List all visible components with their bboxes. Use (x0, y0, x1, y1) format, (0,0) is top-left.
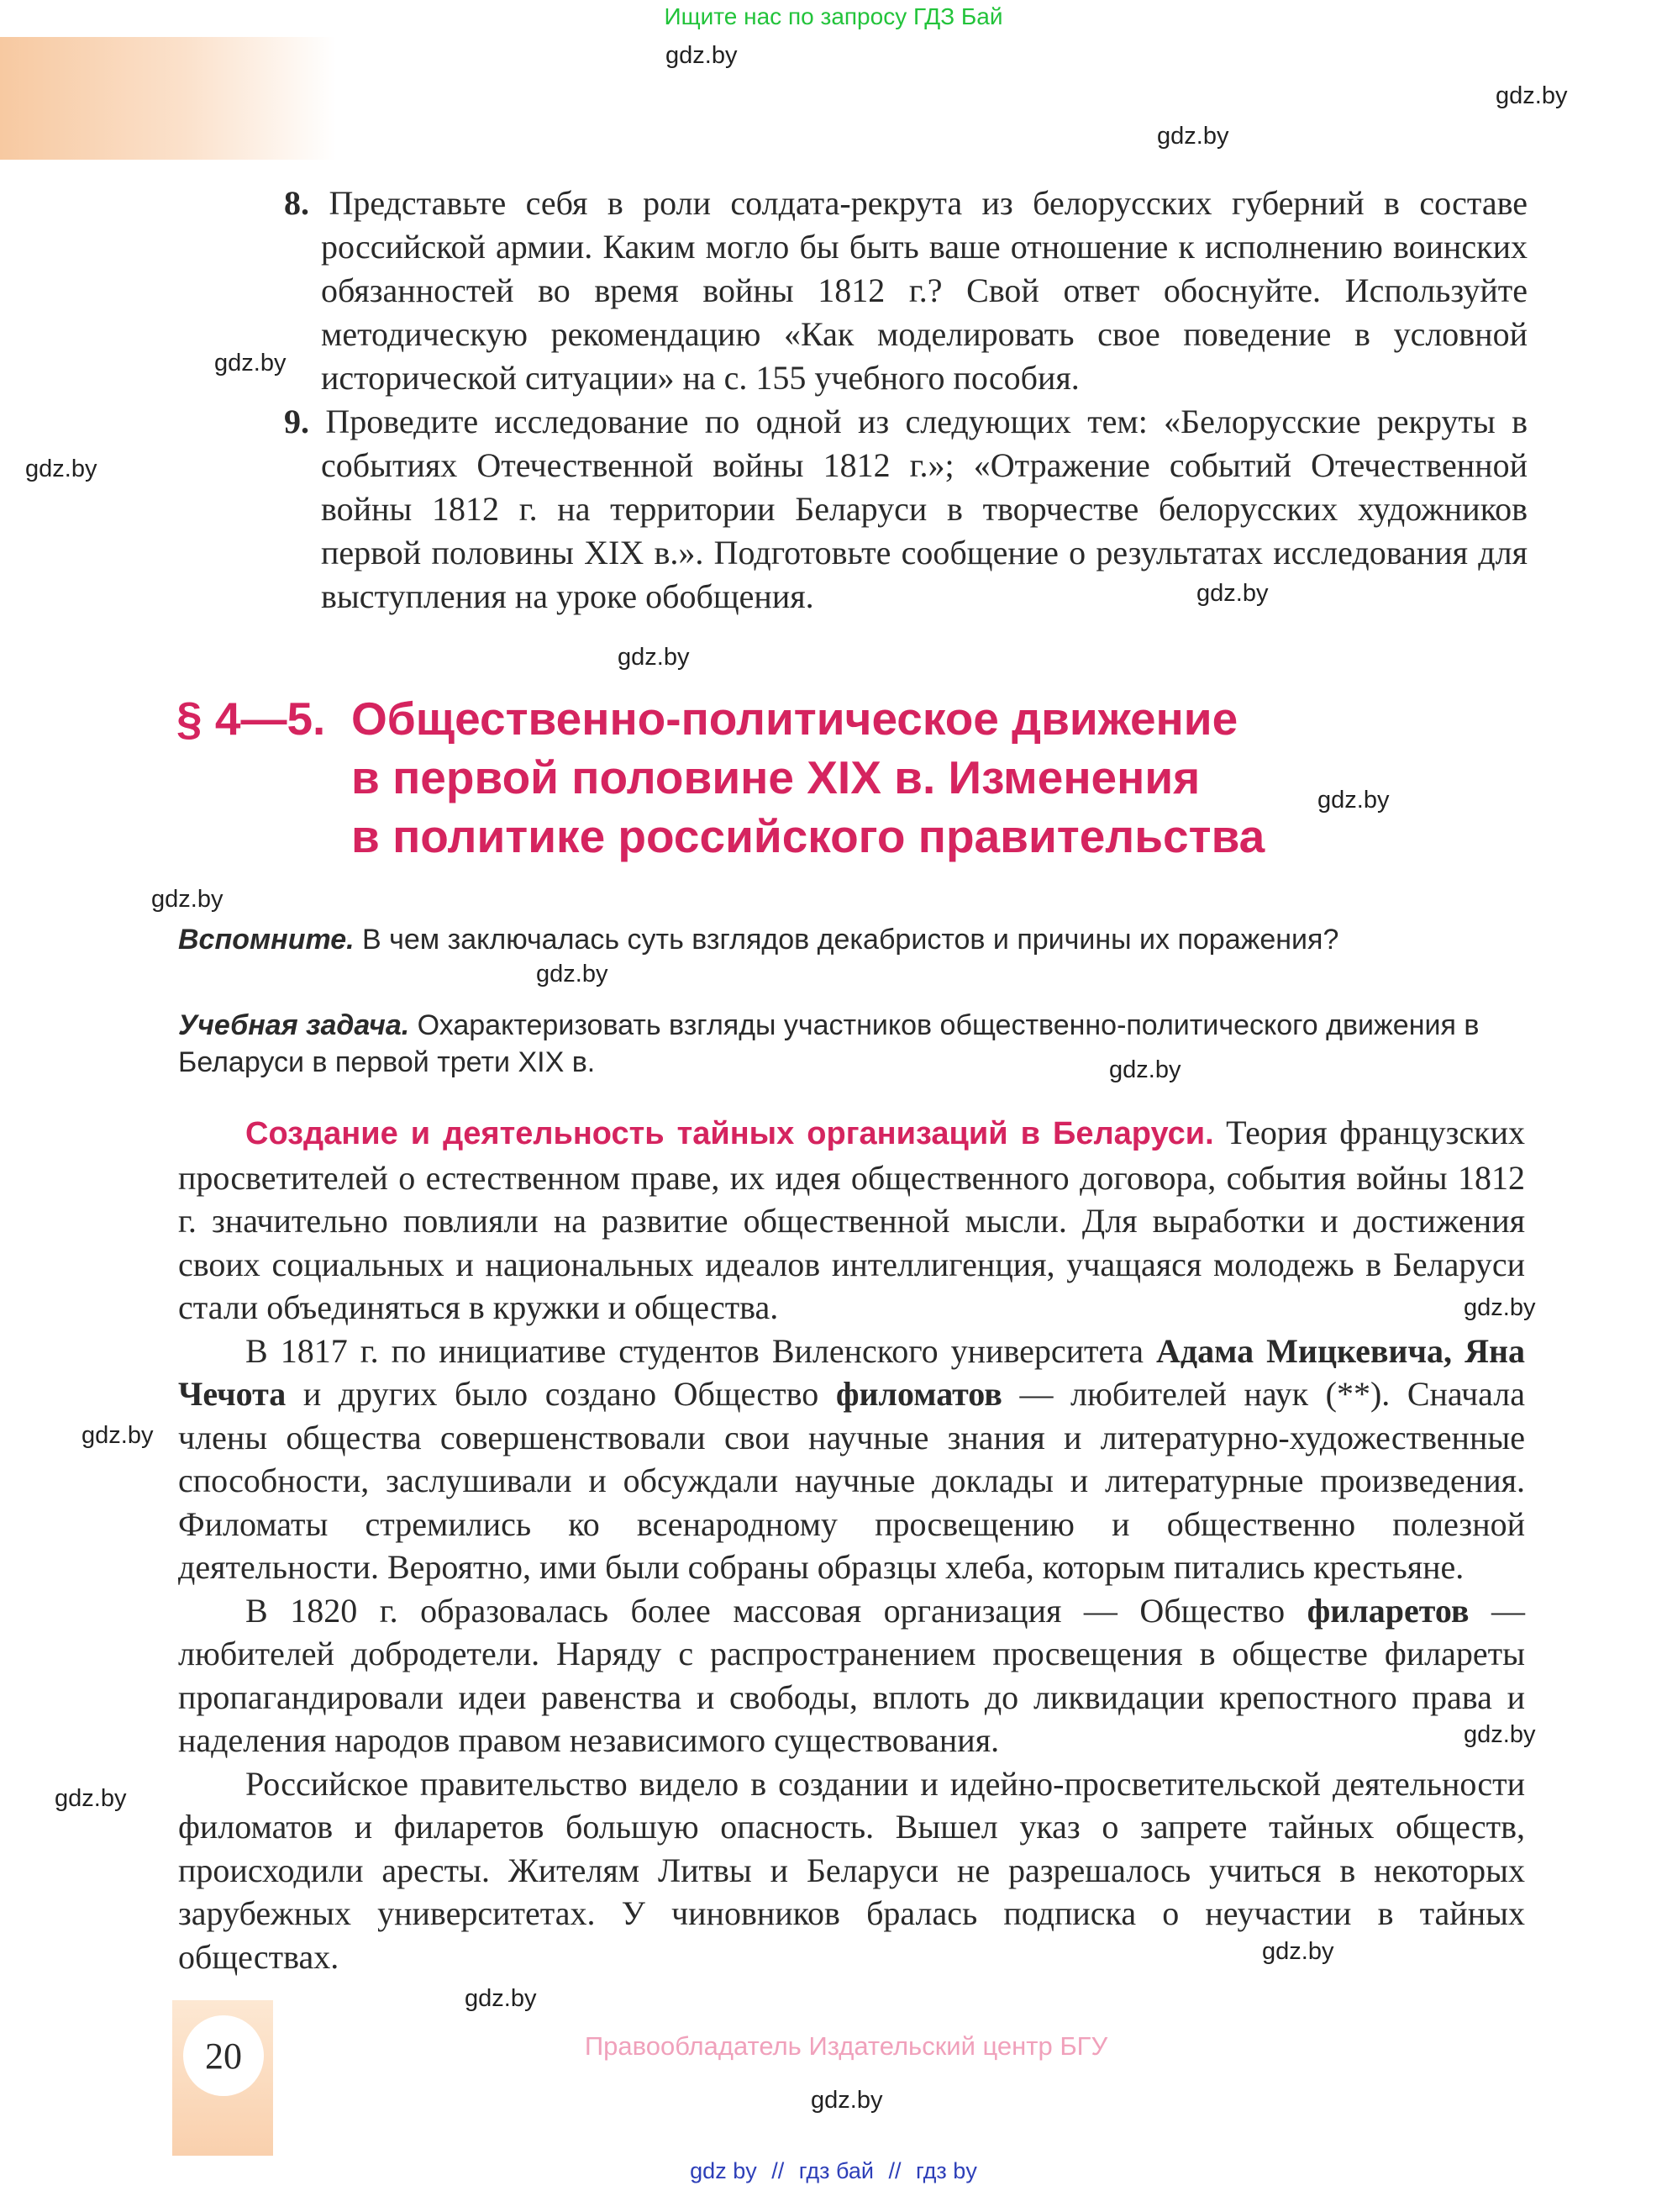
corner-decoration (0, 37, 336, 160)
recall-text: В чем заключалась суть взглядов декабристов и причины их поражения? (354, 924, 1339, 956)
footer-link[interactable]: gdz by (690, 2158, 757, 2183)
watermark: gdz.by (1317, 787, 1390, 814)
watermark: gdz.by (1262, 1938, 1334, 1965)
copyright-note: Правообладатель Издательский центр БГУ (584, 2031, 1108, 2061)
paragraph-text: — любителей наук (**). Сначала члены общества совершенствовали свои научные знания и литературно-художественные способности, заслушивали и обсуждали научные доклады и литературные произведения. Филоматы стремились ко всенародному просвещению и общественно полезной деятельности. Вероятно, ими были собраны образцы хлеба, которым питались крестьяне. (178, 1375, 1525, 1586)
paragraph-text: В 1817 г. по инициативе студентов Виленского университета (245, 1331, 1157, 1370)
page-number: 20 (183, 2015, 264, 2096)
watermark: gdz.by (82, 1422, 154, 1449)
learning-task-text: Охарактеризовать взгляды участников общественно-политического движения в Беларуси в первой трети XIX в. (178, 1009, 1480, 1078)
paragraph (178, 1330, 1525, 1589)
watermark: gdz.by (1109, 1056, 1181, 1083)
footer-separator: // (771, 2158, 785, 2183)
watermark: gdz.by (618, 644, 690, 671)
paragraph (178, 1111, 1525, 1330)
paragraph-text: и других было создано Общество (286, 1375, 836, 1413)
footer-separator: // (888, 2158, 902, 2183)
questions-list (284, 182, 1528, 619)
watermark: gdz.by (1496, 82, 1568, 109)
watermark: gdz.by (214, 350, 287, 377)
paragraph-text: Теория французских просветителей о естественном праве, их идея общественного договора, события войны 1812 г. значительно повлияли на развитие общественной мысли. Для выработки и достижения своих социальных и национальных идеалов интеллигенция, учащаяся молодежь в Беларуси стали объединяться в кружки и общества. (178, 1114, 1525, 1326)
question-item (284, 182, 1528, 400)
learning-task (178, 1007, 1522, 1081)
section-body (178, 1111, 1525, 1978)
paragraph-text: Российское правительство видело в создании и идейно-просветительской деятельности филоматов и филаретов большую опасность. Вышел указ о запрете тайных обществ, происходили аресты. Жителям Литвы и Беларуси не разрешалось учиться в некоторых зарубежных университетах. У чиновников бралась подписка о неучастии в тайных обществах. (178, 1764, 1525, 1976)
footer-link[interactable]: гдз by (916, 2158, 977, 2183)
watermark: gdz.by (536, 961, 608, 988)
watermark: gdz.by (1464, 1294, 1536, 1321)
question-text: Проведите исследование по одной из следующих тем: «Белорусские рекруты в событиях Отечественной войны 1812 г.»; «Отражение событий Отечественной войны 1812 г. на территории Беларуси в творчестве белорусских художников первой половины XIX в.». Подготовьте сообщение о результатах исследования для выступления на уроке обобщения. (321, 403, 1528, 615)
watermark: gdz.by (1157, 123, 1229, 150)
question-number: 9. (284, 403, 309, 440)
watermark: gdz.by (1464, 1721, 1536, 1748)
recall-prompt (178, 921, 1522, 958)
person-names: Адама Мицкевича, Яна Чечота (178, 1331, 1526, 1413)
paragraph-text: — любителей добродетели. Наряду с распространением просвещения в обществе филареты пропагандировали идеи равенства и свободы, вплоть до ликвидации крепостного права и наделения народов правом независимого существования. (178, 1591, 1526, 1759)
paragraph-text: В 1820 г. образовалась более массовая организация — Общество (245, 1591, 1307, 1630)
paragraph (178, 1762, 1525, 1979)
search-banner[interactable]: Ищите нас по запросу ГДЗ Бай (664, 3, 1003, 29)
heading-line: в политике российского правительства (351, 810, 1265, 862)
term: филаретов (1307, 1591, 1470, 1630)
recall-label: Вспомните. (178, 924, 355, 956)
watermark: gdz.by (811, 2087, 883, 2114)
watermark: gdz.by (465, 1985, 537, 2012)
question-number: 8. (284, 184, 309, 222)
section-number: § 4—5. (176, 693, 326, 745)
heading-line: в первой половине XIX в. Изменения (351, 751, 1201, 803)
question-text: Представьте себя в роли солдата-рекрута из белорусских губерний в составе российской армии. Каким могло бы быть ваше отношение к исполнению воинских обязанностей во время войны 1812 г.? Свой ответ обоснуйте. Используйте методическую рекомендацию «Как моделировать свое поведение в условной исторической ситуации» на с. 155 учебного пособия. (321, 184, 1528, 397)
watermark: gdz.by (1196, 580, 1269, 607)
learning-task-label: Учебная задача. (178, 1009, 410, 1041)
footer-link[interactable]: гдз бай (798, 2158, 874, 2183)
watermark: gdz.by (55, 1785, 127, 1812)
subsection-title: Создание и деятельность тайных организаций в Беларуси. (245, 1116, 1214, 1151)
section-heading (176, 689, 1521, 866)
term: филоматов (835, 1375, 1002, 1413)
watermark: gdz.by (151, 886, 223, 913)
question-item (284, 400, 1528, 619)
paragraph (178, 1589, 1525, 1762)
watermark: gdz.by (25, 456, 97, 482)
heading-line: Общественно-политическое движение (351, 693, 1238, 745)
footer-links (0, 2158, 1667, 2184)
watermark: gdz.by (665, 42, 738, 69)
